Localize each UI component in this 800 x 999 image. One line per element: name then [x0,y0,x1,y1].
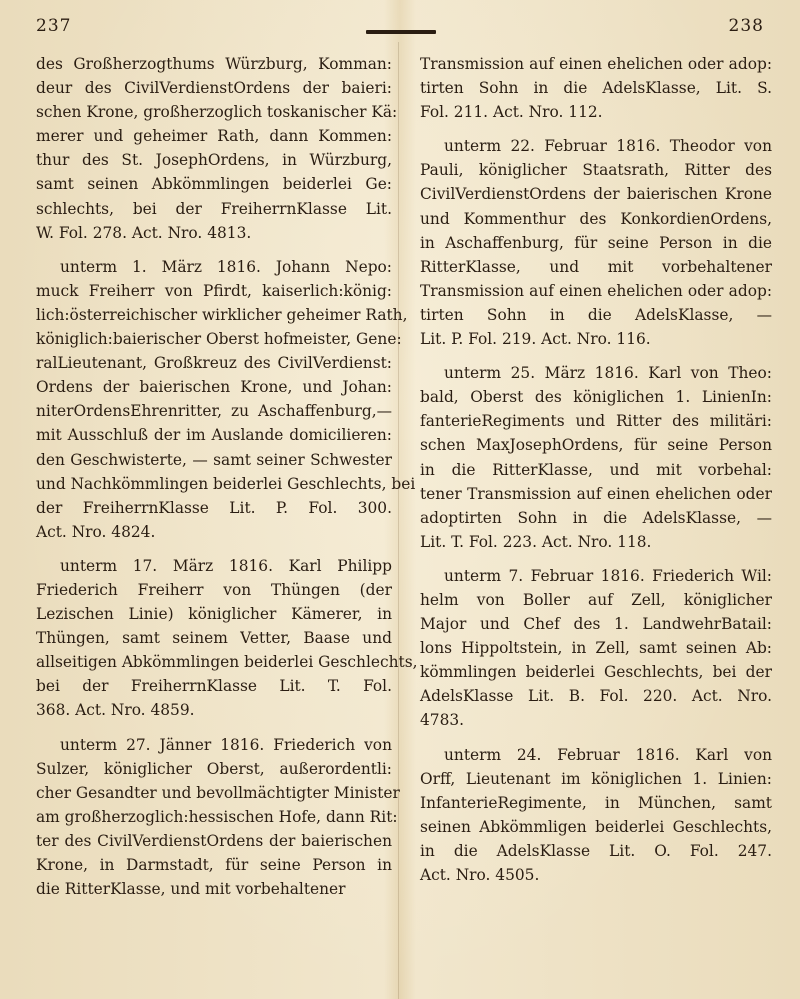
register-entry [420,743,772,888]
entry-line: Major und Chef des 1. LandwehrBatail: [420,615,772,634]
entry-line: deur des CivilVerdienstOrdens der baieri: [36,79,392,98]
entry-line: der FreiherrnKlasse Lit. P. Fol. 300. [36,498,392,517]
entry-line: mit Ausschluß der im Auslande domicilieren: [36,426,392,445]
entry-line: schen Krone, großherzoglich toskanischer Kä: [36,103,398,122]
entry-line: AdelsKlasse Lit. B. Fol. 220. Act. Nro. [420,687,772,706]
entry-line: unterm 7. Februar 1816. Friederich Wil: [444,566,772,585]
entry-line: und Nachkömmlingen beiderlei Geschlechts, bei [36,474,416,493]
entry-line: samt seinen Abkömmlingen beiderlei Ge: [36,175,392,194]
entry-line: adoptirten Sohn in die AdelsKlasse, — [420,508,772,527]
entry-line: Act. Nro. 4824. [36,522,156,541]
entry-line: ter des CivilVerdienstOrdens der baierischen [36,831,392,850]
entry-line: Krone, in Darmstadt, für seine Person in [36,856,392,874]
register-entry [36,255,416,544]
entry-line: 4783. [420,711,465,730]
entry-line: unterm 25. März 1816. Karl von Theo: [444,364,772,383]
entry-line: Orff, Lieutenant im königlichen 1. Linien: [420,769,772,788]
entry-line: unterm 22. Februar 1816. Theodor von [444,137,772,156]
entry-line: unterm 27. Jänner 1816. Friederich von [60,735,392,754]
entry-line: Lit. P. Fol. 219. Act. Nro. 116. [420,330,651,349]
entry-line: den Geschwisterte, — samt seiner Schwester [36,450,392,469]
entry-line: helm von Boller auf Zell, königlicher [420,590,772,609]
entry-line: schen MaxJosephOrdens, für seine Person [420,436,772,455]
entry-line: tirten Sohn in die AdelsKlasse, Lit. S. [420,79,772,98]
entry-line: Thüngen, samt seinem Vetter, Baase und [36,629,392,648]
register-entry [36,733,400,902]
entry-line: in Aschaffenburg, für seine Person in die [420,233,772,252]
register-entry [420,361,772,554]
register-entry [420,564,772,733]
entry-line: und Kommenthur des KonkordienOrdens, [420,209,772,228]
page-number-left: 237 [36,16,72,36]
entry-line: InfanterieRegimente, in München, samt [420,793,772,812]
entry-line: fanterieRegiments und Ritter des militäri: [420,412,772,431]
entry-line: tener Transmission auf einen ehelichen oder [420,484,772,503]
entry-line: bei der FreiherrnKlasse Lit. T. Fol. [36,677,392,696]
entry-line: Transmission auf einen ehelichen oder adop: [420,55,772,73]
header-rule [366,30,436,34]
entry-line: am großherzoglich:hessischen Hofe, dann Rit: [36,807,398,826]
entry-line: thur des St. JosephOrdens, in Würzburg, [36,151,392,170]
left-column [36,52,418,911]
entry-line: W. Fol. 278. Act. Nro. 4813. [36,223,252,242]
entry-line: kömmlingen beiderlei Geschlechts, bei der [420,663,772,682]
entry-line: Transmission auf einen ehelichen oder adop: [420,281,772,300]
entry-line: königlich:baierischer Oberst hofmeister, Gene: [36,330,402,349]
entry-line: des Großherzogthums Würzburg, Komman: [36,55,392,73]
entry-line: seinen Abkömmligen beiderlei Geschlechts, [420,817,772,836]
entry-line: bald, Oberst des königlichen 1. LinienIn: [420,388,772,407]
entry-line: tirten Sohn in die AdelsKlasse, — [420,305,772,324]
entry-line: allseitigen Abkömmlingen beiderlei Geschlechts, [36,653,418,672]
entry-line: Friederich Freiherr von Thüngen (der [36,580,392,599]
entry-line: in die AdelsKlasse Lit. O. Fol. 247. [420,841,772,860]
entry-line: muck Freiherr von Pfirdt, kaiserlich:könig: [36,281,392,300]
entry-line: Fol. 211. Act. Nro. 112. [420,103,603,122]
entry-line: Pauli, königlicher Staatsrath, Ritter des [420,161,772,180]
entry-line: schlechts, bei der FreiherrnKlasse Lit. [36,199,392,218]
entry-line: die RitterKlasse, und mit vorbehaltener [36,880,346,899]
register-entry [420,52,772,124]
entry-line: lons Hippoltstein, in Zell, samt seinen Ab: [420,639,772,658]
entry-line: unterm 17. März 1816. Karl Philipp [60,556,392,575]
entry-line: merer und geheimer Rath, dann Kommen: [36,127,392,146]
entry-line: ralLieutenant, Großkreuz des CivilVerdienst: [36,354,392,373]
entry-line: CivilVerdienstOrdens der baierischen Krone [420,185,772,204]
entry-line: unterm 1. März 1816. Johann Nepo: [60,257,392,276]
page-gutter [398,42,399,999]
entry-line: cher Gesandter und bevollmächtigter Minister [36,783,400,802]
entry-line: niterOrdensEhrenritter, zu Aschaffenburg,— [36,402,392,421]
register-entry [420,134,772,351]
entry-line: 368. Act. Nro. 4859. [36,701,195,720]
entry-line: Sulzer, königlicher Oberst, außerordentli: [36,759,392,778]
page-number-right: 238 [728,16,764,36]
entry-line: lich:österreichischer wirklicher geheimer Rath, [36,305,408,324]
entry-line: Lit. T. Fol. 223. Act. Nro. 118. [420,532,652,551]
register-entry [36,554,418,723]
entry-line: unterm 24. Februar 1816. Karl von [444,745,772,764]
entry-line: Lezischen Linie) königlicher Kämerer, in [36,605,392,624]
entry-line: Ordens der baierischen Krone, und Johan: [36,378,392,397]
register-entry [36,52,398,245]
entry-line: RitterKlasse, und mit vorbehaltener [420,257,772,276]
entry-line: in die RitterKlasse, und mit vorbehal: [420,460,772,479]
entry-line: Act. Nro. 4505. [420,866,540,884]
right-column [420,52,772,897]
